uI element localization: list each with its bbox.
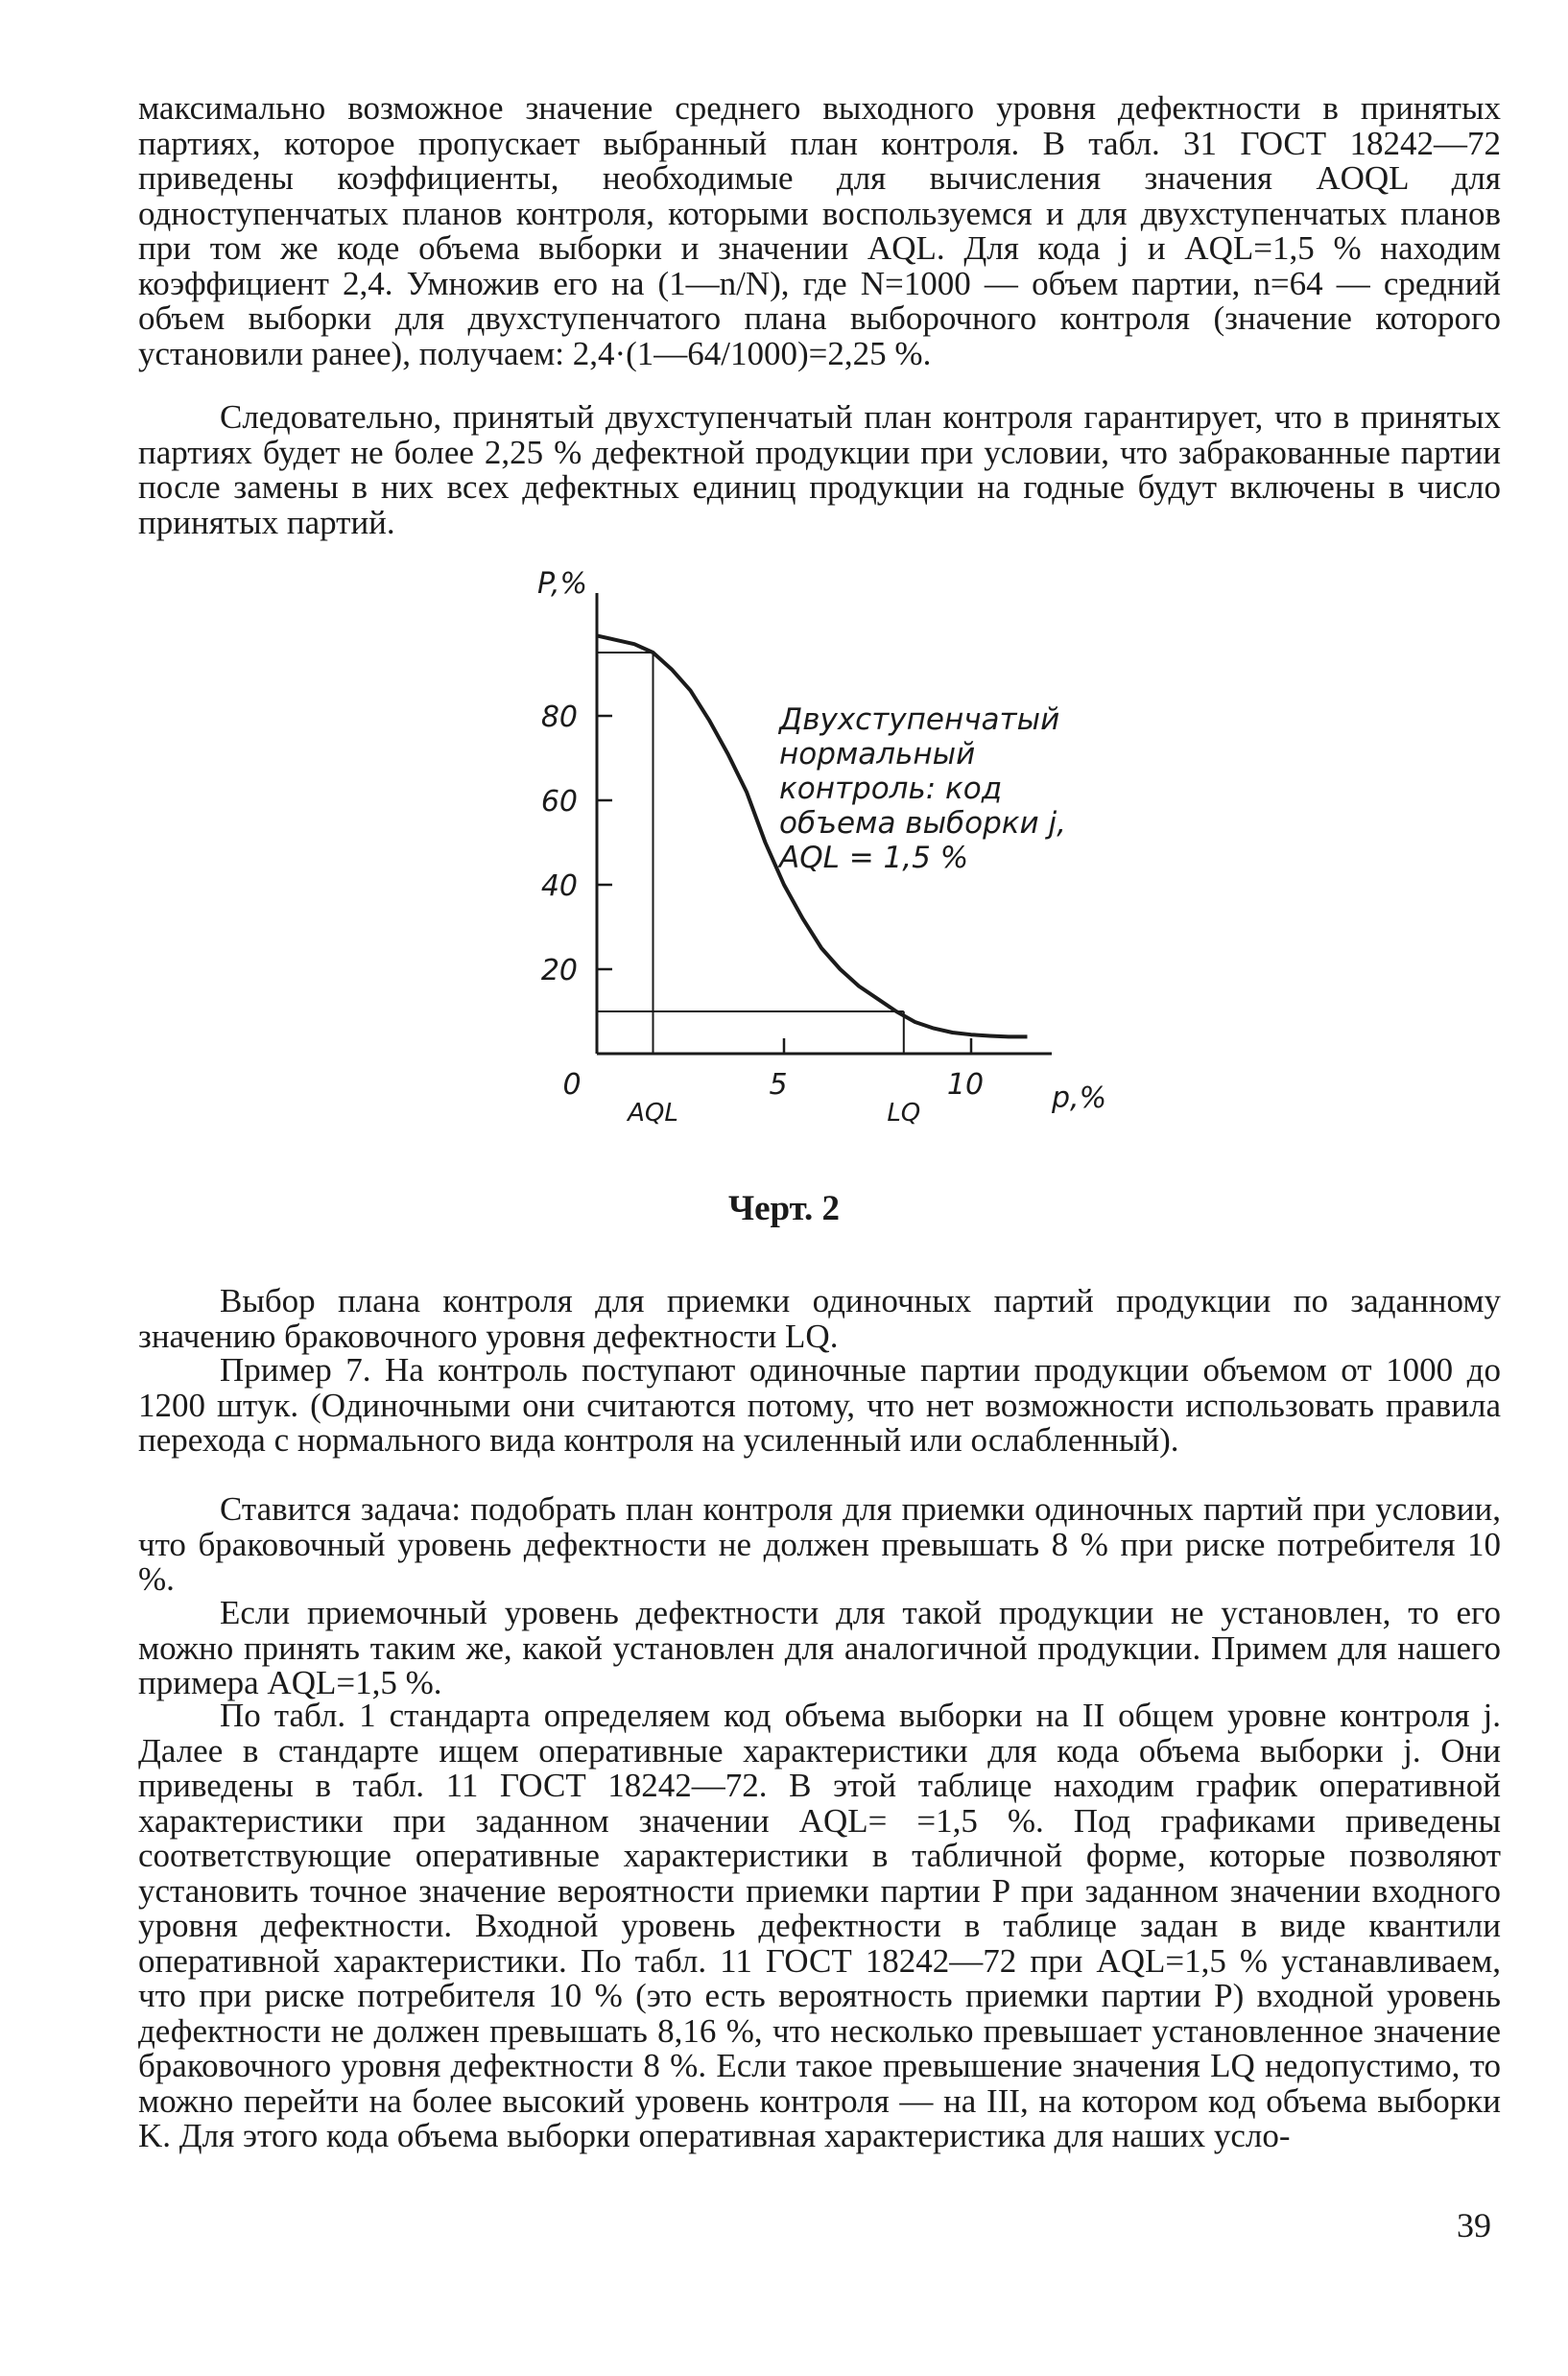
marker-label: LQ xyxy=(887,1099,921,1128)
figure-caption: Черт. 2 xyxy=(727,1189,841,1228)
oc-chart xyxy=(537,567,1171,1180)
annotation-line: объема выборки j, xyxy=(779,806,1066,841)
annotation-line: контроль: код xyxy=(779,772,1003,806)
x-tick-label: 10 xyxy=(946,1068,985,1102)
paragraph-section-heading xyxy=(138,1284,1501,1354)
annotation-line: Двухступенчатый xyxy=(779,702,1060,737)
x-axis-label: p,% xyxy=(1052,1081,1107,1115)
paragraph-task xyxy=(138,1492,1501,1598)
y-axis-label: P,% xyxy=(537,567,588,601)
paragraph-text: Если приемочный уровень дефектности для такой продукции не установлен, то его можно принять таким же, какой установлен для аналогичной продукции. Примем для нашего примера AQL=1,5 %. xyxy=(138,1594,1501,1701)
paragraph-aoql xyxy=(138,91,1501,371)
y-tick-label: 40 xyxy=(540,869,578,903)
y-tick-label: 80 xyxy=(540,701,578,734)
paragraph-text: Выбор плана контроля для приемки одиночных партий продукции по заданному значению браковочного уровня дефектности LQ. xyxy=(138,1282,1501,1355)
y-tick-label: 60 xyxy=(540,785,578,819)
paragraph-text: Пример 7. На контроль поступают одиночные партии продукции объемом от 1000 до 1200 штук. (Одиночными они считаются потому, что нет возможности использовать правила перехода с нормального вида контроля на усиленный или ослабленный). xyxy=(138,1351,1501,1459)
y-tick-label: 20 xyxy=(540,954,578,987)
paragraph-text: Ставится задача: подобрать план контроля для приемки одиночных партий при условии, что браковочный уровень дефектности не должен превышать 8 % при риске потребителя 10 %. xyxy=(138,1490,1501,1598)
paragraph-aql xyxy=(138,1596,1501,1701)
page-number: 39 xyxy=(1457,2206,1491,2245)
x-tick-label: 5 xyxy=(769,1068,788,1102)
paragraph-text: Следовательно, принятый двухступенчатый план контроля гарантирует, что в принятых партиях будет не более 2,25 % дефектной продукции при условии, что забракованные партии после замены в них всех дефектных единиц продукции на годные будут включены в число принятых партий. xyxy=(138,398,1501,541)
chart-annotation xyxy=(777,702,1066,875)
paragraph-table-lookup xyxy=(138,1699,1501,2154)
marker-label: AQL xyxy=(628,1099,678,1128)
x-tick-label: 0 xyxy=(562,1068,582,1102)
paragraph-conclusion xyxy=(138,400,1501,540)
annotation-line: нормальный xyxy=(779,737,976,772)
annotation-line: AQL = 1,5 % xyxy=(779,841,969,875)
paragraph-text: максимально возможное значение среднего выходного уровня дефектности в принятых партиях, которое пропускает выбранный план контроля. В табл. 31 ГОСТ 18242—72 приведены коэффициенты, необходимые для вычисления значения AOQL для одноступенчатых планов контроля, которыми воспользуемся и для двухступенчатых планов при том же коде объема выборки и значении AQL. Для кода j и AQL=1,5 % находим коэффициент 2,4. Умножив его на (1—n/N), где N=1000 — объем партии, n=64 — средний объем выборки для двухступенчатого плана выборочного контроля (значение которого установили ранее), получаем: 2,4·(1—64/1000)=2,25 %. xyxy=(138,89,1501,372)
paragraph-text: По табл. 1 стандарта определяем код объема выборки на II общем уровне контроля j. Далее в стандарте ищем оперативные характеристики для кода объема выборки j. Они приведены в табл. 11 ГОСТ 18242—72. В этой таблице находим график оперативной характеристики при заданном значении AQL= =1,5 %. Под графиками приведены соответствующие оперативные характеристики в табличной форме, которые позволяют установить точное значение вероятности приемки партии P при заданном значении входного уровня дефектности. Входной уровень дефектности в таблице задан в виде квантили оперативной характеристики. По табл. 11 ГОСТ 18242—72 при AQL=1,5 % устанавливаем, что при риске потребителя 10 % (это есть вероятность приемки партии P) входной уровень дефектности не должен превышать 8,16 %, что несколько превышает установленное значение браковочного уровня дефектности 8 %. Если такое превышение значения LQ недопустимо, то можно перейти на более высокий уровень контроля — на III, на котором код объема выборки K. Для этого кода объема выборки оперативная характеристика для наших усло- xyxy=(138,1697,1501,2154)
paragraph-example-7 xyxy=(138,1353,1501,1459)
